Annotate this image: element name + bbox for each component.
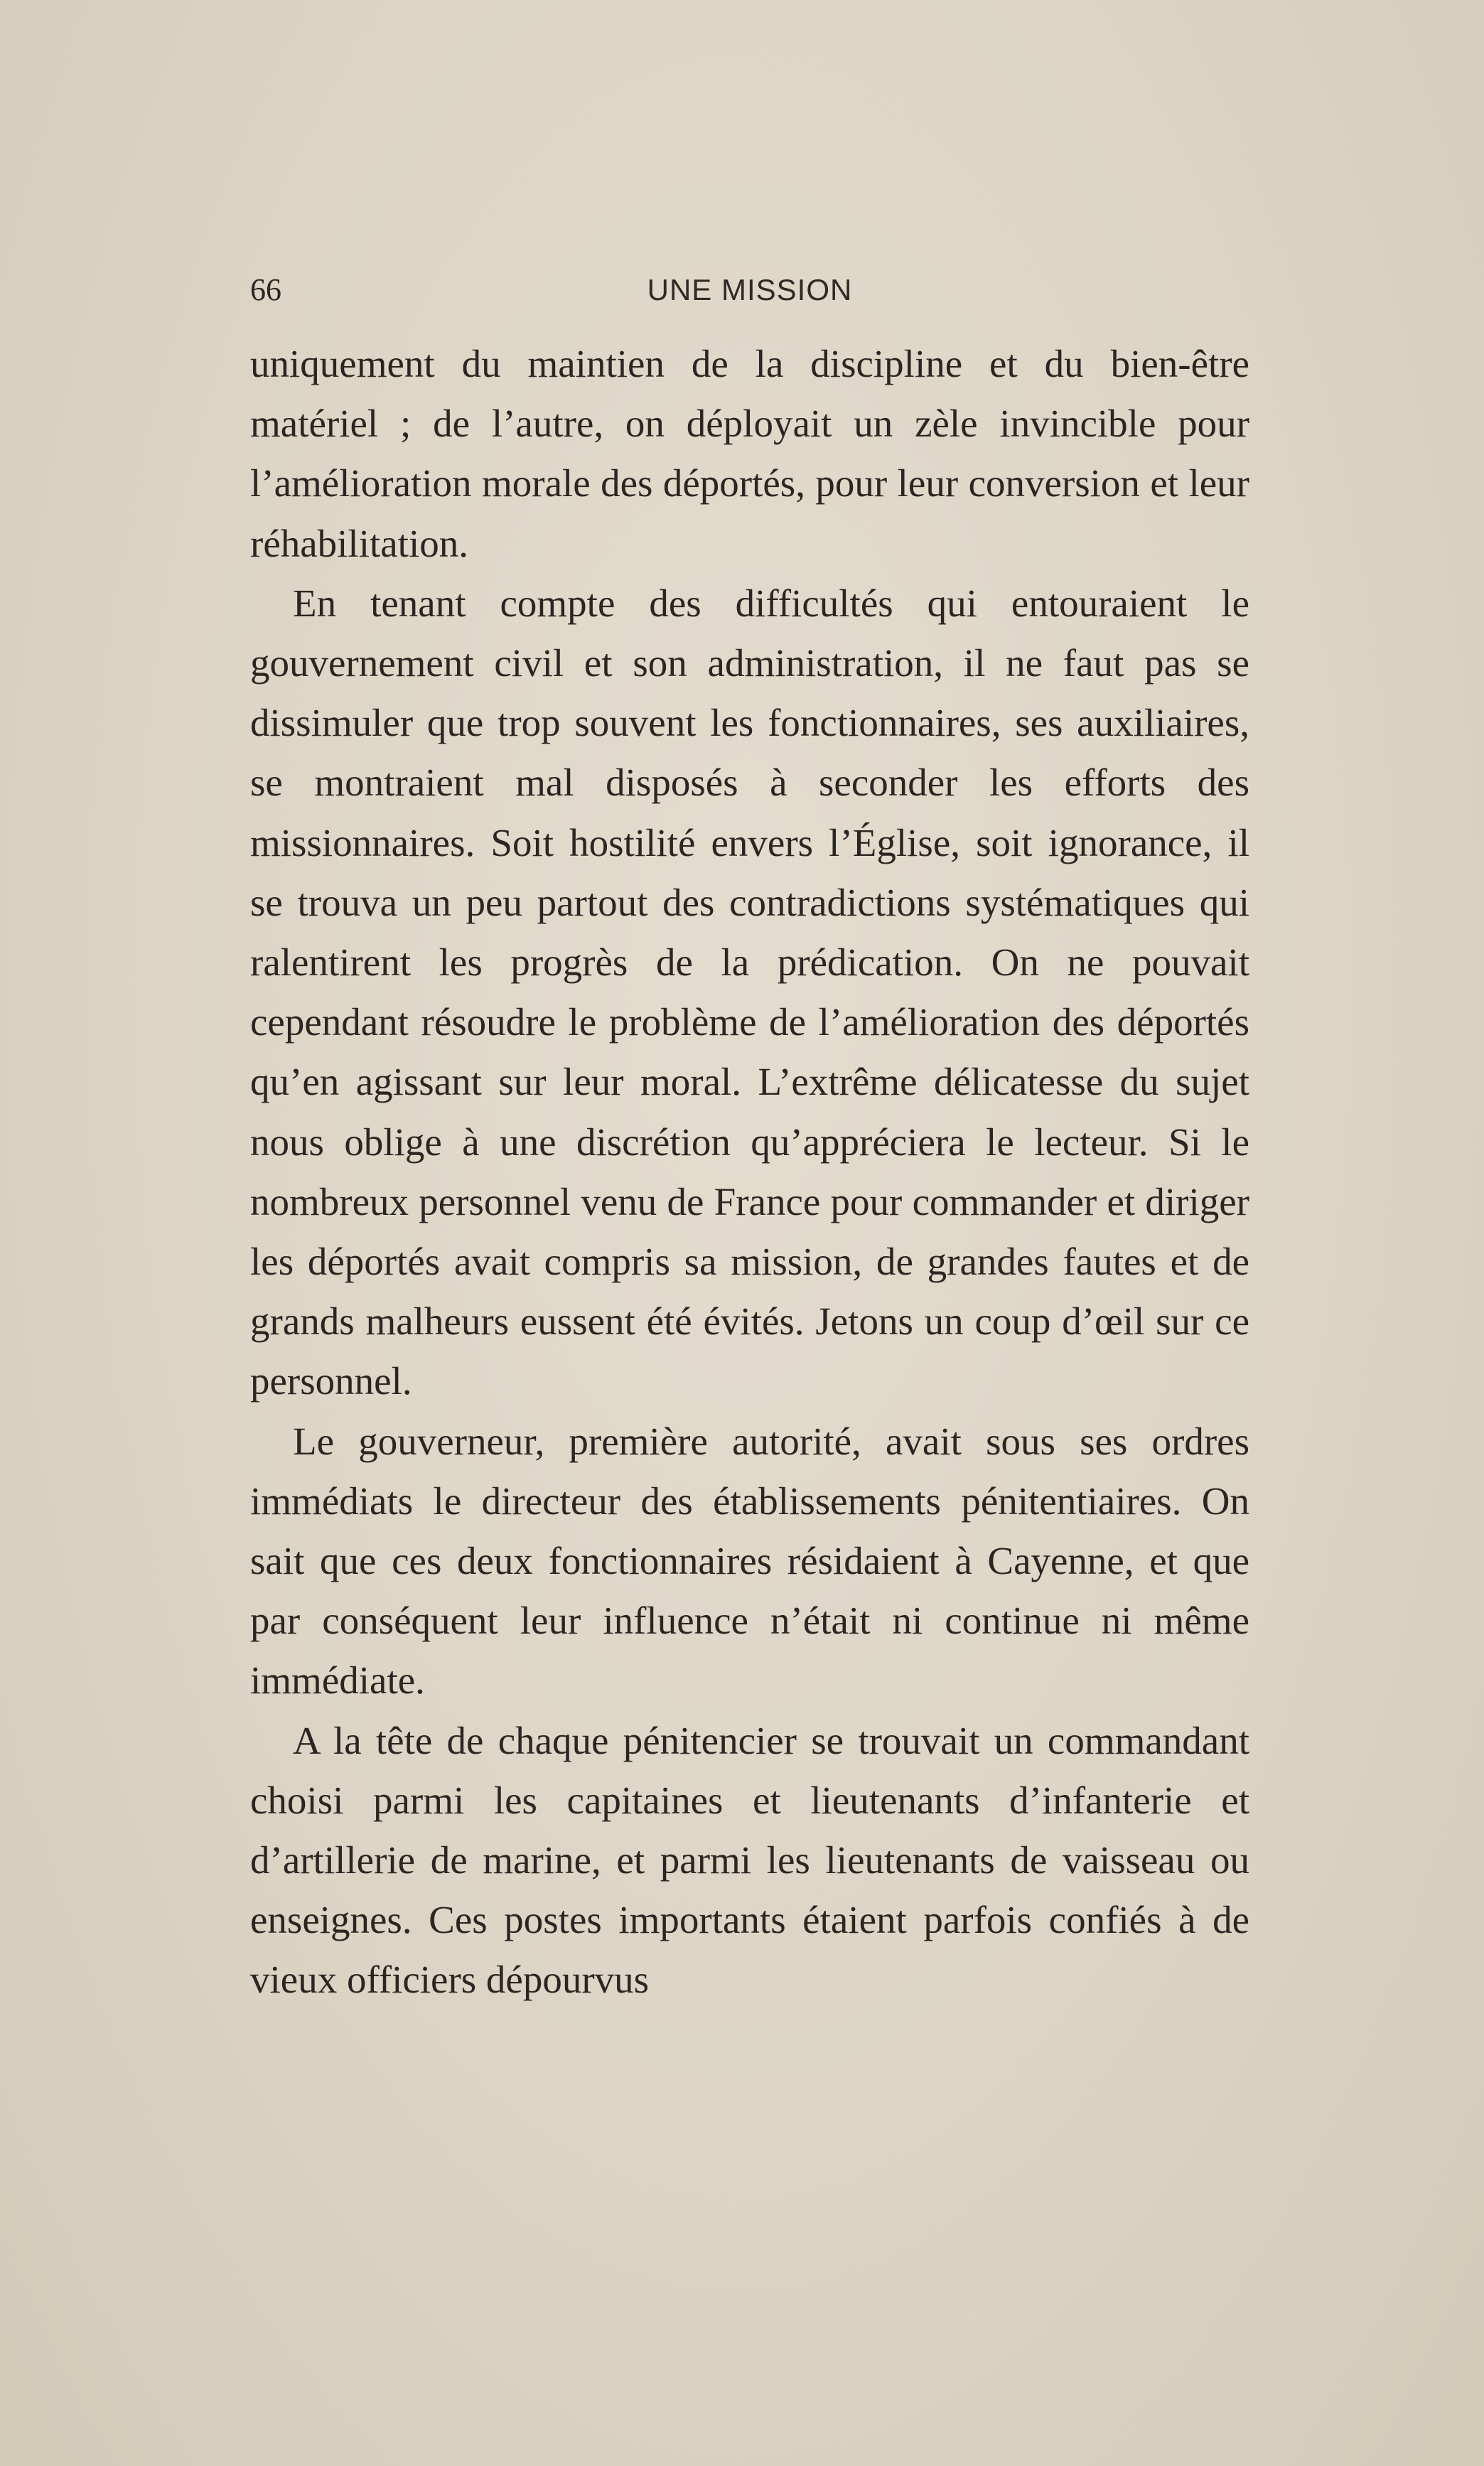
paragraph: En tenant compte des difficultés qui entouraient le gouvernement civil et son administration, il ne faut pas se dissimuler que trop souvent les fonctionnaires, ses auxiliaires, se montraient mal disposés à seconder les efforts des missionnaires. Soit hostilité envers l’Église, soit ignorance, il se trouva un peu partout des contradictions systématiques qui ralentirent les progrès de la prédication. On ne pouvait cependant résoudre le problème de l’amélioration des déportés qu’en agissant sur leur moral. L’extrême délicatesse du sujet nous oblige à une discrétion qu’appréciera le lecteur. Si le nombreux personnel venu de France pour commander et diriger les déportés avait compris sa mission, de grandes fautes et de grands malheurs eussent été évités. Jetons un coup d’œil sur ce personnel. xyxy=(250,581,1249,1403)
paragraph: Le gouverneur, première autorité, avait sous ses ordres immédiats le directeur des établissements pénitentiaires. On sait que ces deux fonctionnaires résidaient à Cayenne, et que par conséquent leur influence n’était ni continue ni même immédiate. xyxy=(250,1419,1249,1703)
paragraph: A la tête de chaque pénitencier se trouvait un commandant choisi parmi les capitaines et lieutenants d’infanterie et d’artillerie de marine, et parmi les lieutenants de vaisseau ou enseignes. Ces postes importants étaient parfois confiés à de vieux officiers dépourvus xyxy=(250,1718,1249,2002)
running-head xyxy=(250,269,1249,311)
page-number: 66 xyxy=(250,272,281,307)
running-title: UNE MISSION xyxy=(647,273,853,306)
paragraph-continuation: uniquement du maintien de la discipline et du bien-être matériel ; de l’autre, on déployait un zèle invincible pour l’amélioration morale des déportés, pour leur conversion et leur réhabilitation. xyxy=(250,342,1249,565)
body-text xyxy=(250,334,1249,2010)
